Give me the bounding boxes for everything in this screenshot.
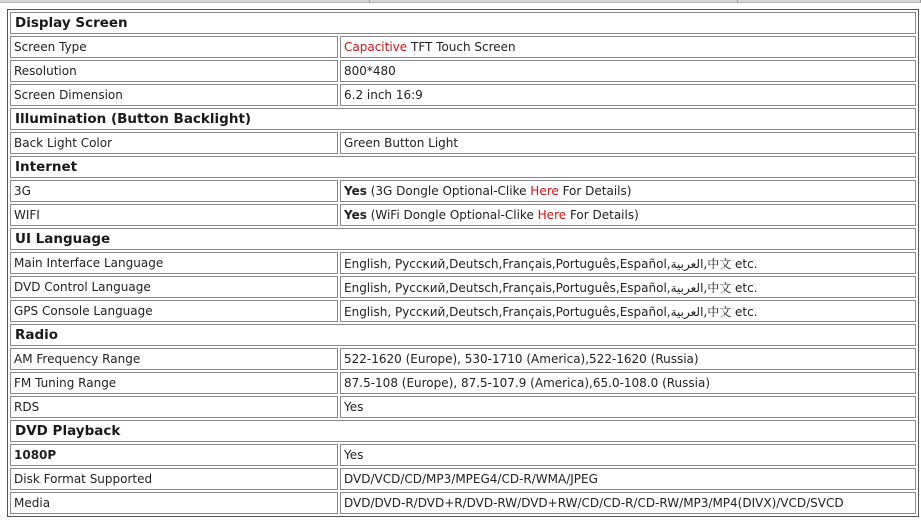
value-text: Yes <box>344 208 367 222</box>
spec-label: Back Light Color <box>10 132 338 154</box>
spec-label: Media <box>10 492 338 514</box>
section-header-row <box>10 108 916 130</box>
top-tab-strip <box>0 0 921 4</box>
spec-row <box>10 36 916 58</box>
value-text: English, Русский,Deutsch,Français,Português,Español,العربية,中文 etc. <box>344 304 758 319</box>
spec-value <box>340 492 916 514</box>
highlight-text: Capacitive <box>344 40 408 54</box>
spec-row <box>10 372 916 394</box>
spec-row <box>10 348 916 370</box>
section-title: Display Screen <box>10 12 916 34</box>
spec-row <box>10 84 916 106</box>
value-text: (3G Dongle Optional-Clike <box>366 184 531 198</box>
spec-label: GPS Console Language <box>10 300 338 322</box>
value-text: 800*480 <box>344 64 396 78</box>
value-text: Green Button Light <box>344 136 459 150</box>
spec-label: Disk Format Supported <box>10 468 338 490</box>
section-header-row <box>10 420 916 442</box>
spec-value <box>340 468 916 490</box>
value-text: For Details) <box>566 208 639 222</box>
spec-row <box>10 396 916 418</box>
spec-row <box>10 204 916 226</box>
spec-value <box>340 444 916 466</box>
spec-value <box>340 396 916 418</box>
spec-table-frame <box>7 9 919 517</box>
value-text: English, Русский,Deutsch,Français,Português,Español,العربية,中文 etc. <box>344 280 758 295</box>
section-header-row <box>10 12 916 34</box>
section-header-row <box>10 324 916 346</box>
top-tab-segment <box>370 0 738 3</box>
spec-value <box>340 252 916 274</box>
spec-row <box>10 468 916 490</box>
value-text: For Details) <box>558 184 632 198</box>
value-text: TFT Touch Screen <box>407 40 516 54</box>
spec-row <box>10 180 916 202</box>
spec-value <box>340 372 916 394</box>
spec-table <box>8 10 918 516</box>
value-text: 87.5-108 (Europe), 87.5-107.9 (America),65.0-108.0 (Russia) <box>344 376 711 390</box>
spec-value <box>340 60 916 82</box>
spec-value <box>340 348 916 370</box>
section-header-row <box>10 228 916 250</box>
spec-value <box>340 36 916 58</box>
spec-value <box>340 276 916 298</box>
spec-row <box>10 132 916 154</box>
spec-label: RDS <box>10 396 338 418</box>
value-text: DVD/VCD/CD/MP3/MPEG4/CD-R/WMA/JPEG <box>344 472 598 486</box>
spec-label: 3G <box>10 180 338 202</box>
value-text: Yes <box>344 448 364 462</box>
spec-row <box>10 492 916 514</box>
value-text: (WiFi Dongle Optional-Clike <box>366 208 538 222</box>
spec-label: Screen Dimension <box>10 84 338 106</box>
section-title: Radio <box>10 324 916 346</box>
value-text: 6.2 inch 16:9 <box>344 88 423 102</box>
value-text: English, Русский,Deutsch,Français,Português,Español,العربية,中文 etc. <box>344 256 758 271</box>
spec-value <box>340 84 916 106</box>
spec-label: Main Interface Language <box>10 252 338 274</box>
spec-label: FM Tuning Range <box>10 372 338 394</box>
spec-value <box>340 132 916 154</box>
details-link[interactable]: Here <box>530 184 559 198</box>
spec-row <box>10 60 916 82</box>
section-header-row <box>10 156 916 178</box>
spec-label: WIFI <box>10 204 338 226</box>
spec-label: AM Frequency Range <box>10 348 338 370</box>
top-tab-segment <box>738 0 921 3</box>
value-text: Yes <box>344 400 364 414</box>
spec-row <box>10 252 916 274</box>
section-title: DVD Playback <box>10 420 916 442</box>
value-text: 522-1620 (Europe), 530-1710 (America),522-1620 (Russia) <box>344 352 699 366</box>
section-title: UI Language <box>10 228 916 250</box>
spec-label: Resolution <box>10 60 338 82</box>
top-tab-segment <box>0 0 370 3</box>
details-link[interactable]: Here <box>537 208 567 222</box>
spec-row <box>10 444 916 466</box>
value-text: Yes <box>344 184 367 198</box>
spec-label: Screen Type <box>10 36 338 58</box>
section-title: Internet <box>10 156 916 178</box>
spec-value <box>340 204 916 226</box>
spec-row <box>10 276 916 298</box>
spec-label: 1080P <box>10 444 338 466</box>
spec-row <box>10 300 916 322</box>
section-title: Illumination (Button Backlight) <box>10 108 916 130</box>
spec-table-body <box>10 12 916 514</box>
spec-value <box>340 180 916 202</box>
spec-value <box>340 300 916 322</box>
value-text: DVD/DVD-R/DVD+R/DVD-RW/DVD+RW/CD/CD-R/CD-RW/MP3/MP4(DIVX)/VCD/SVCD <box>344 496 844 510</box>
spec-label: DVD Control Language <box>10 276 338 298</box>
